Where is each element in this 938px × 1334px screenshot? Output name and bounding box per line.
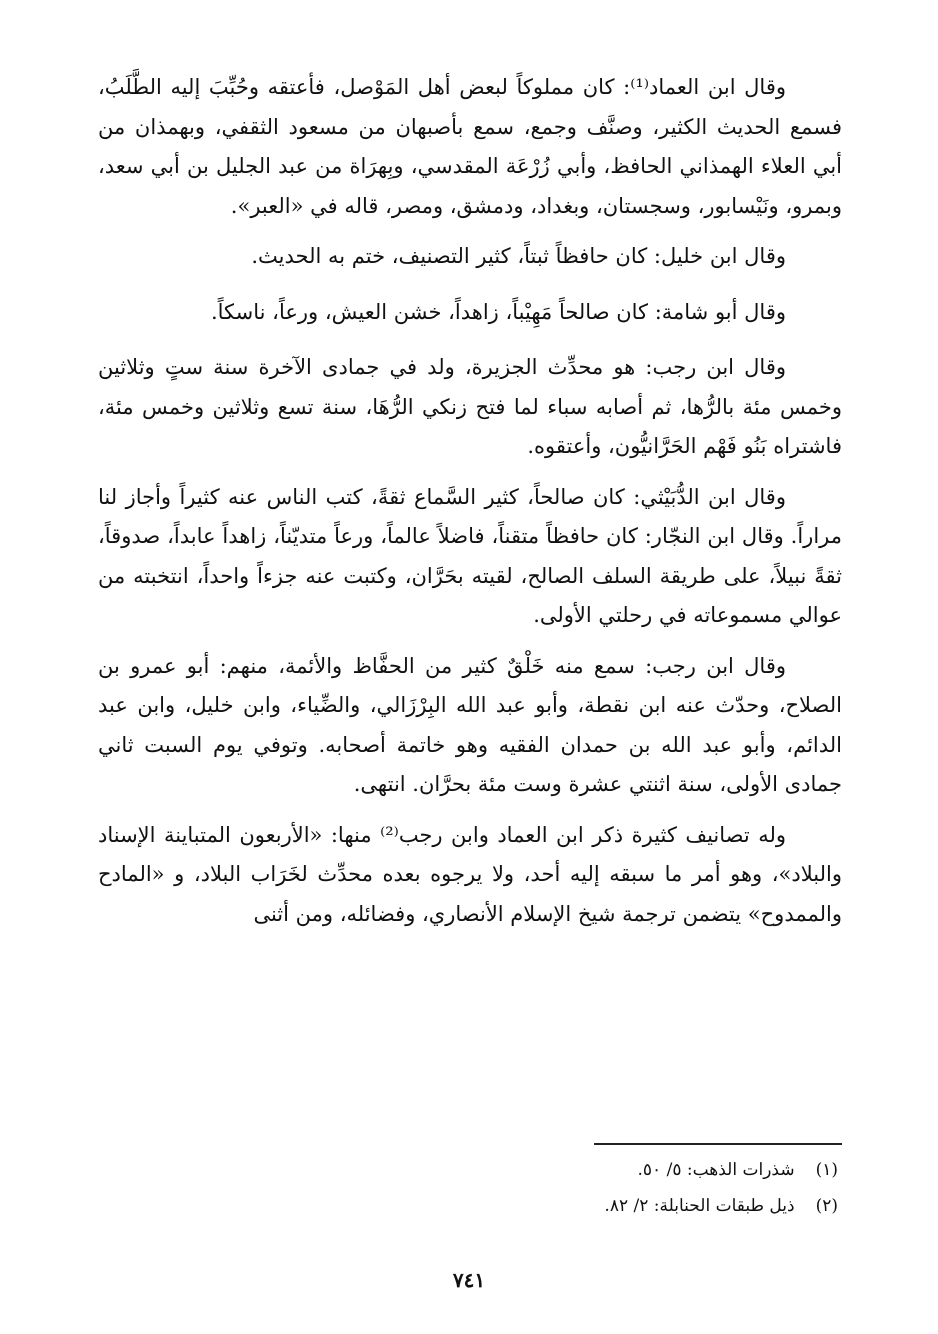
paragraph-ibn-al-imad: وقال ابن العماد⁽¹⁾: كان مملوكاً لبعض أهل المَوْصل، فأعتقه وحُبِّبَ إليه الطَّلَبُ، فسمع الحديث الكثير، وصنَّف وجمع، سمع بأصبهان من مسعود الثقفي، وبهمذان من أبي العلاء الهمذاني الحافظ، وأبي زُرْعَة المقدسي، وبِهرَاة من عبد الجليل بن أبي سعد، وبمرو، ونَيْسابور، وسجستان، وبغداد، ودمشق، ومصر، قاله في «العبر».: [98, 75, 843, 218]
paragraph-works: وله تصانيف كثيرة ذكر ابن العماد وابن رجب⁽²⁾ منها: «الأربعون المتباينة الإسناد والبلاد»، وهو أمر ما سبقه إليه أحد، ولا يرجوه بعده محدِّث لخَرَاب البلاد، و «المادح والممدوح» يتضمن ترجمة شيخ الإسلام الأنصاري، وفضائله، ومن أثنى: [98, 822, 842, 926]
footnote-number: (٢): [815, 1196, 838, 1216]
footnote-text: شذرات الذهب: ٥/ ٥٠.: [637, 1160, 795, 1180]
footnote-text: ذيل طبقات الحنابلة: ٢/ ٨٢.: [604, 1196, 795, 1216]
page-body: [98, 68, 842, 945]
footnote-item: [98, 1188, 842, 1224]
footnote-number: (١): [815, 1160, 838, 1180]
footnotes: [98, 1152, 842, 1224]
footnote-divider: [594, 1143, 842, 1145]
paragraph-ibn-rajab-2: وقال ابن رجب: سمع منه خَلْقٌ كثير من الحفَّاظ والأئمة، منهم: أبو عمرو بن الصلاح، وحدّث عنه ابن نقطة، وأبو عبد الله البِرْزَالي، والضِّياء، وابن خليل، وابن عبد الدائم، وأبو عبد الله بن حمدان الفقيه وهو خاتمة أصحابه. وتوفي يوم السبت ثاني جمادى الأولى، سنة اثنتي عشرة وست مئة بحرَّان. انتهى.: [98, 653, 842, 796]
paragraph-ibn-rajab-1: وقال ابن رجب: هو محدِّث الجزيرة، ولد في جمادى الآخرة سنة ستٍ وثلاثين وخمس مئة بالرُّها، ثم أصابه سباء لما فتح زنكي الرُّهَا، سنة تسع وثلاثين وخمس مئة، فاشتراه بَنُو فَهْم الحَرَّانيُّون، وأعتقوه.: [98, 355, 842, 458]
page-number: ٧٤١: [452, 1268, 486, 1292]
paragraph-abu-shama: وقال أبو شامة: كان صالحاً مَهِيْباً، زاهداً، خشن العيش، ورعاً، ناسكاً.: [210, 299, 786, 324]
footnote-item: [98, 1152, 842, 1188]
paragraph-ibn-khalil: وقال ابن خليل: كان حافظاً ثبتاً، كثير التصنيف، ختم به الحديث.: [251, 244, 786, 268]
paragraph-ibn-al-dubaythi: وقال ابن الدُّبَيْثي: كان صالحاً، كثير السَّماع ثقةً، كتب الناس عنه كثيراً وأجاز لنا مراراً. وقال ابن النجّار: كان حافظاً متقناً، فاضلاً عالماً، ورعاً متديّناً، زاهداً عابداً، صدوقاً، ثقةً نبيلاً، على طريقة السلف الصالح، لقيته بحَرَّان، وكتبت عنه جزءاً واحداً، انتخبته من عوالي مسموعاته في رحلتي الأولى.: [98, 484, 842, 627]
